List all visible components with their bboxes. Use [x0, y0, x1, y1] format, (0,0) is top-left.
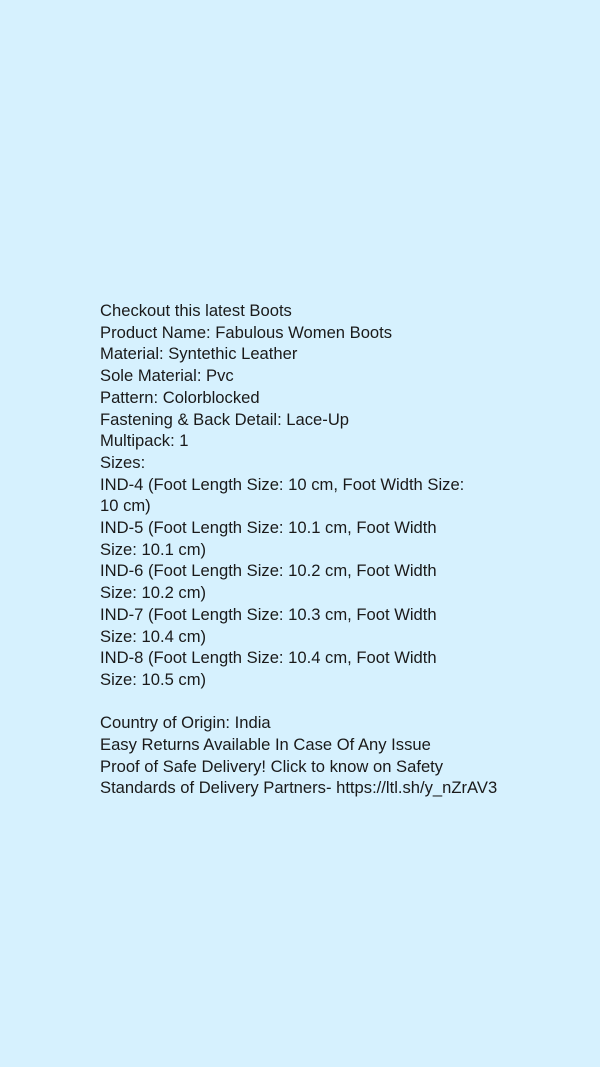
description-line: Sizes: — [100, 452, 146, 472]
safety-link-line[interactable]: Standards of Delivery Partners- https://ltl.sh/y_nZrAV3 — [100, 778, 498, 798]
description-line: Country of Origin: India — [100, 713, 271, 733]
description-line: Size: 10.5 cm) — [100, 669, 207, 689]
description-line: IND-7 (Foot Length Size: 10.3 cm, Foot Width — [100, 604, 437, 624]
description-line: Sole Material: Pvc — [100, 366, 234, 386]
description-line: Material: Syntethic Leather — [100, 344, 298, 364]
description-line: Size: 10.2 cm) — [100, 583, 207, 603]
description-line: Product Name: Fabulous Women Boots — [100, 322, 393, 342]
description-line: 10 cm) — [100, 496, 151, 516]
description-line: Size: 10.1 cm) — [100, 539, 207, 559]
description-line: Checkout this latest Boots — [100, 301, 292, 320]
description-line: IND-8 (Foot Length Size: 10.4 cm, Foot Width — [100, 648, 437, 668]
description-line: IND-6 (Foot Length Size: 10.2 cm, Foot Width — [100, 561, 437, 581]
description-line: Size: 10.4 cm) — [100, 626, 207, 646]
description-line: Multipack: 1 — [100, 431, 189, 451]
description-line: Proof of Safe Delivery! Click to know on Safety — [100, 756, 444, 776]
description-line: IND-5 (Foot Length Size: 10.1 cm, Foot Width — [100, 518, 437, 538]
description-line: Fastening & Back Detail: Lace-Up — [100, 409, 350, 429]
description-line: Easy Returns Available In Case Of Any Issue — [100, 735, 431, 755]
blank-line — [100, 691, 490, 713]
product-description — [100, 300, 498, 799]
description-line: Pattern: Colorblocked — [100, 387, 260, 407]
description-line: IND-4 (Foot Length Size: 10 cm, Foot Width Size: — [100, 474, 465, 494]
